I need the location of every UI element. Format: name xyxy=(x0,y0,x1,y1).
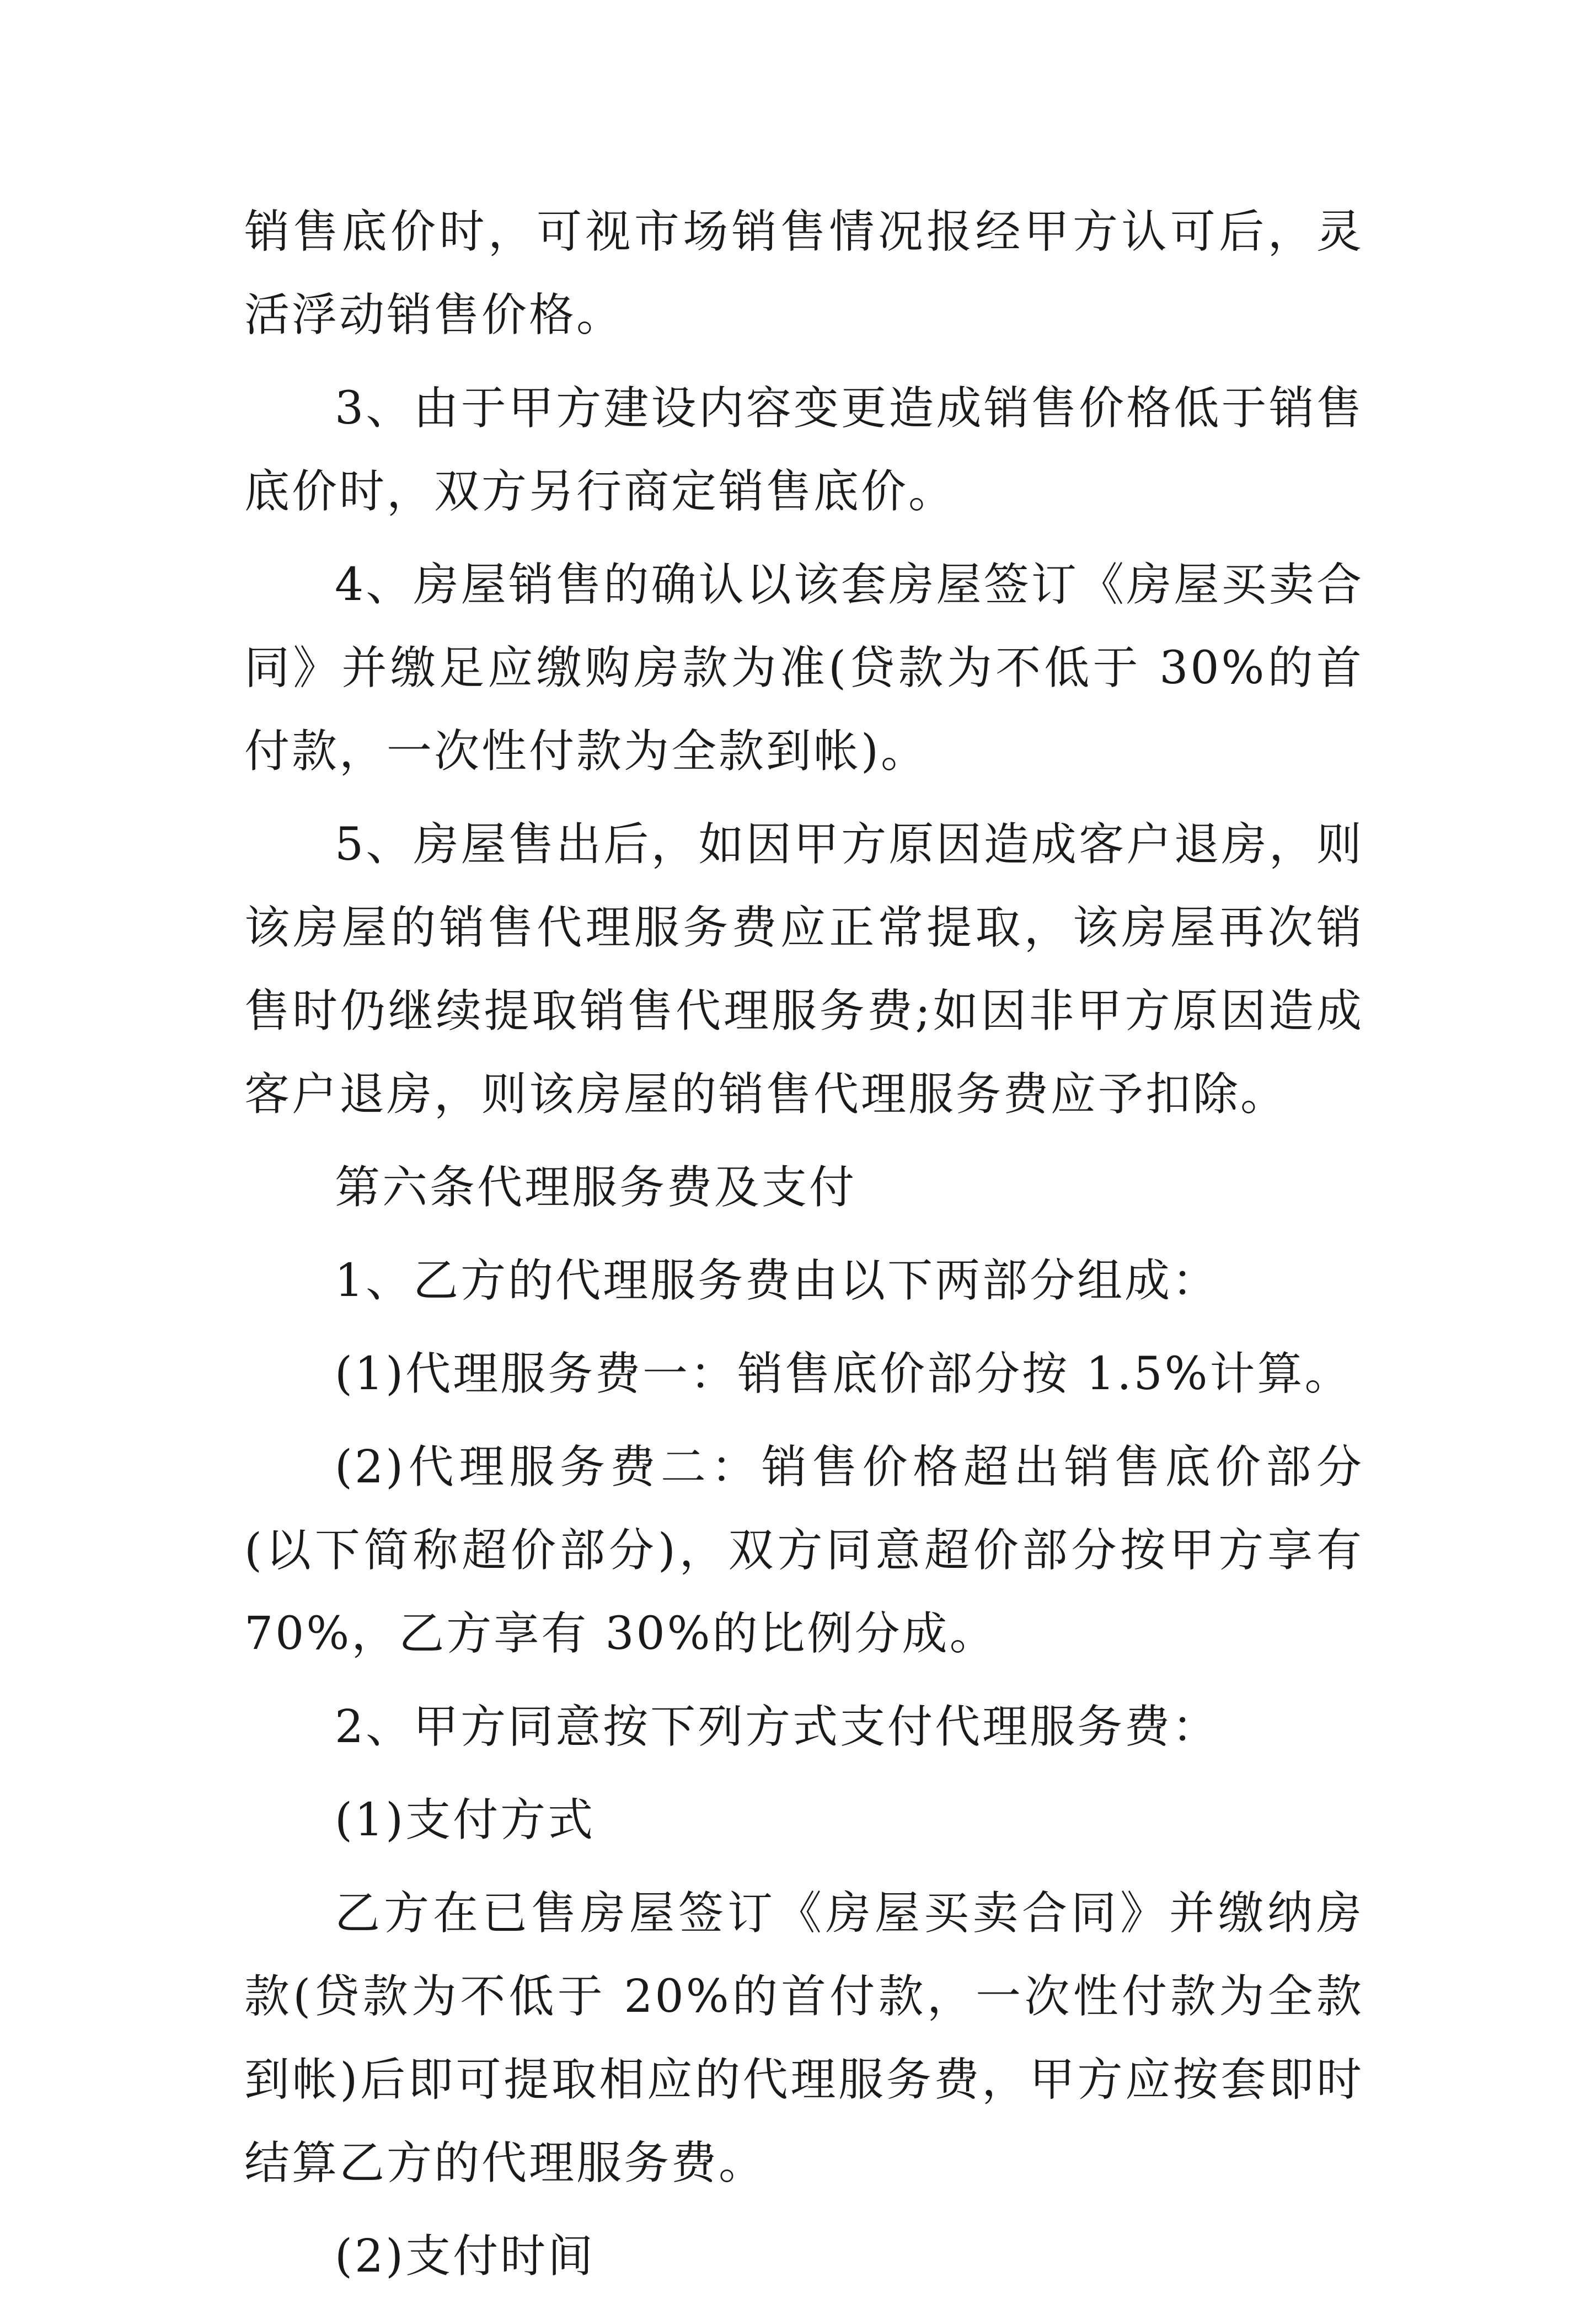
section-heading-article-6: 第六条代理服务费及支付 xyxy=(335,1161,857,1214)
paragraph-clause-4: 4、房屋销售的确认以该套房屋签订《房屋买卖合同》并缴足应缴购房款为准(贷款为不低于 30%的首付款，一次性付款为全款到帐)。 xyxy=(244,559,1364,778)
paragraph-fee-two: (2)代理服务费二：销售价格超出销售底价部分(以下简称超价部分)，双方同意超价部分按甲方享有 70%，乙方享有 30%的比例分成。 xyxy=(244,1441,1364,1660)
paragraph-payment-terms: 2、甲方同意按下列方式支付代理服务费： xyxy=(335,1701,1220,1753)
paragraph-clause-5: 5、房屋售出后，如因甲方原因造成客户退房，则该房屋的销售代理服务费应正常提取，该房屋再次销售时仍继续提取销售代理服务费;如因非甲方原因造成客户退房，则该房屋的销售代理服务费应予扣除。 xyxy=(244,818,1364,1121)
paragraph-payment-method-heading: (1)支付方式 xyxy=(335,1794,596,1846)
paragraph-clause-3: 3、由于甲方建设内容变更造成销售价格低于销售底价时，双方另行商定销售底价。 xyxy=(244,382,1364,518)
paragraph-payment-method: 乙方在已售房屋签订《房屋买卖合同》并缴纳房款(贷款为不低于 20%的首付款，一次性付款为全款到帐)后即可提取相应的代理服务费，甲方应按套即时结算乙方的代理服务费。 xyxy=(244,1887,1364,2189)
paragraph-payment-time-heading: (2)支付时间 xyxy=(335,2230,596,2283)
paragraph-price-float: 销售底价时，可视市场销售情况报经甲方认可后，灵活浮动销售价格。 xyxy=(244,206,1364,341)
document-body xyxy=(244,190,1364,2298)
paragraph-fee-composition: 1、乙方的代理服务费由以下两部分组成： xyxy=(335,1255,1220,1307)
paragraph-fee-one: (1)代理服务费一：销售底价部分按 1.5%计算。 xyxy=(335,1348,1352,1400)
